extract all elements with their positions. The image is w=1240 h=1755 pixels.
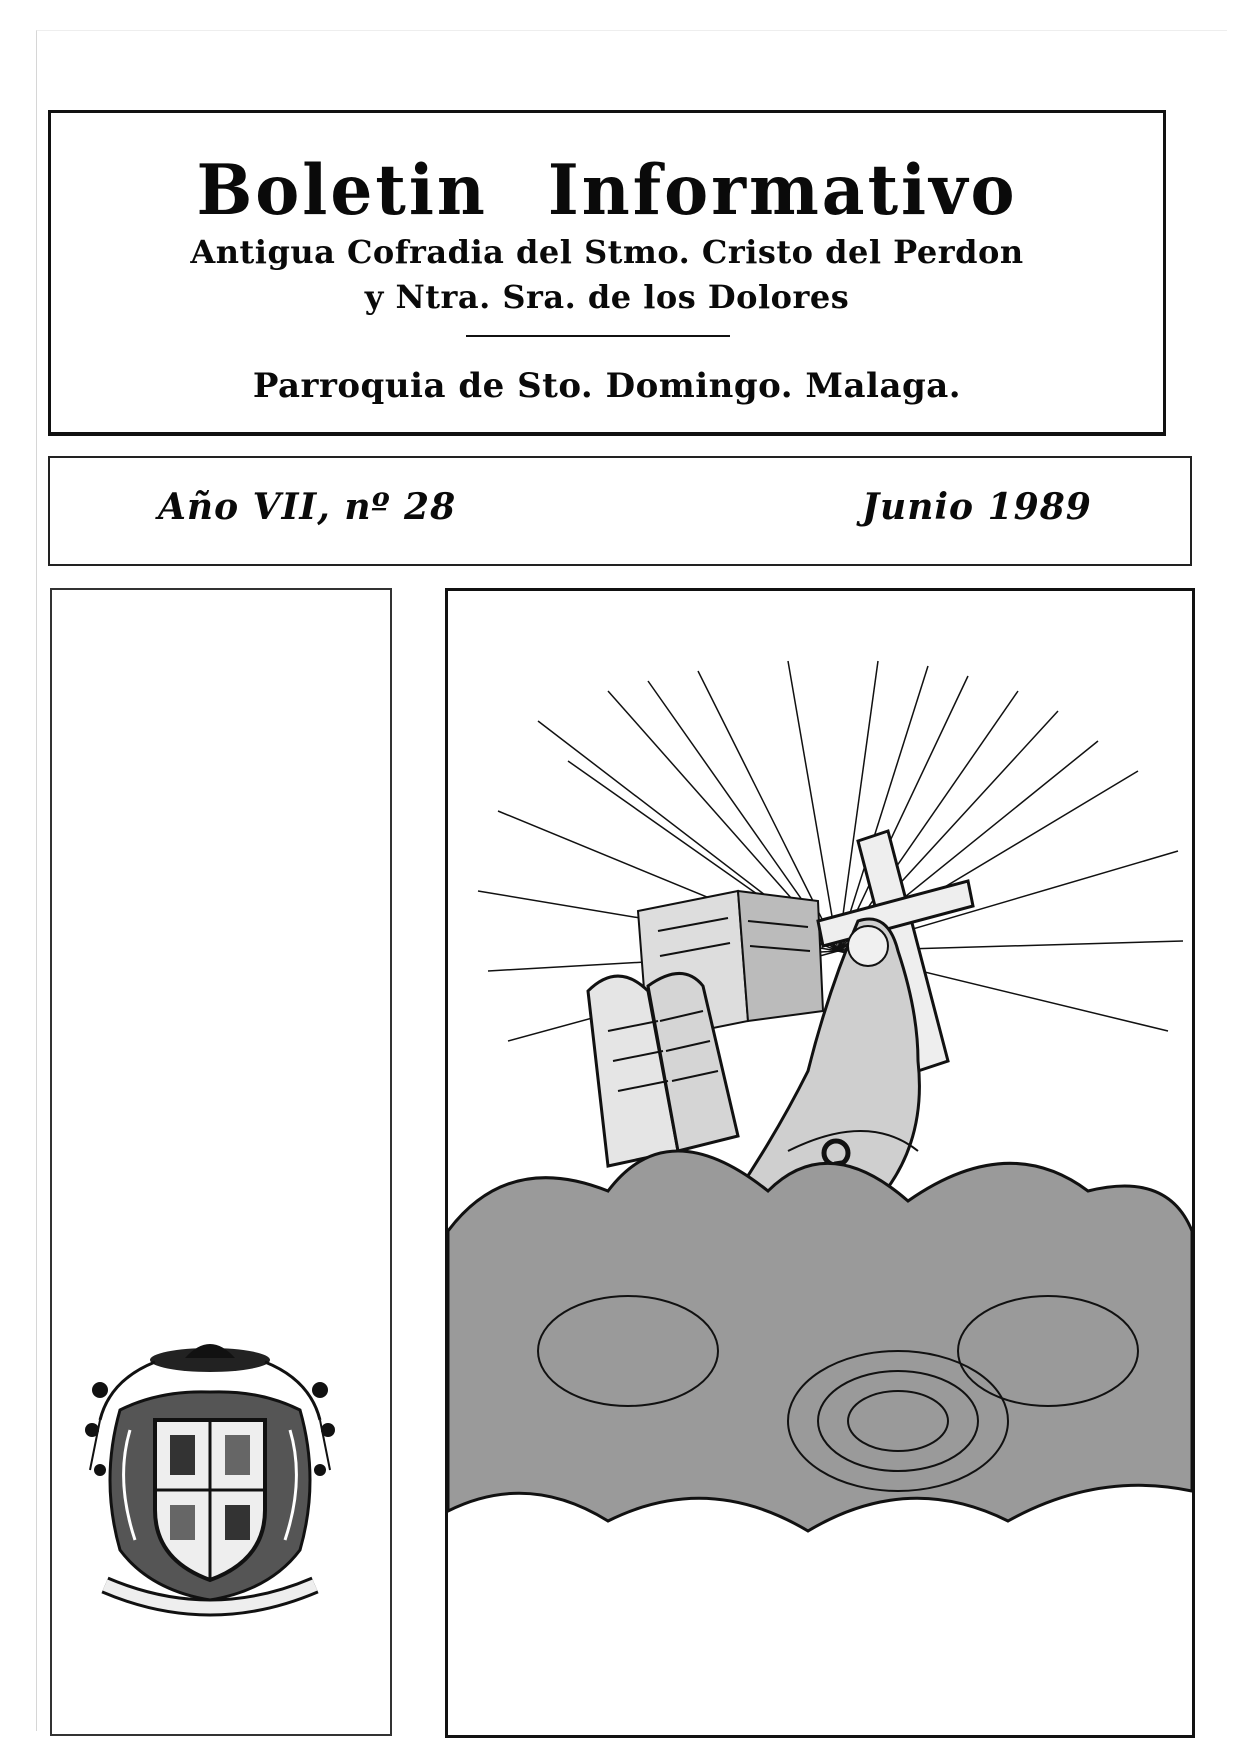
cofradia-name-line1: Antigua Cofradia del Stmo. Cristo del Perdon	[190, 233, 1024, 271]
issue-date: Junio 1989	[862, 486, 1092, 528]
episcopal-coat-of-arms-icon	[80, 1330, 340, 1630]
issue-box	[48, 456, 1192, 566]
cover-illustration-frame	[445, 588, 1195, 1738]
cofradia-name-line2: y Ntra. Sra. de los Dolores	[364, 278, 850, 316]
issue-number: Año VII, nº 28	[158, 486, 457, 528]
masthead-word-informativo: Informativo	[547, 149, 1018, 231]
title-divider	[466, 335, 730, 337]
parish-line: Parroquia de Sto. Domingo. Malaga.	[252, 366, 962, 406]
radiating-rays	[478, 661, 1183, 1041]
masthead-word-boletin: Boletin	[196, 149, 488, 231]
faith-allegory-illustration	[448, 591, 1192, 1735]
masthead-box	[48, 110, 1166, 436]
masthead-title	[51, 149, 1163, 231]
